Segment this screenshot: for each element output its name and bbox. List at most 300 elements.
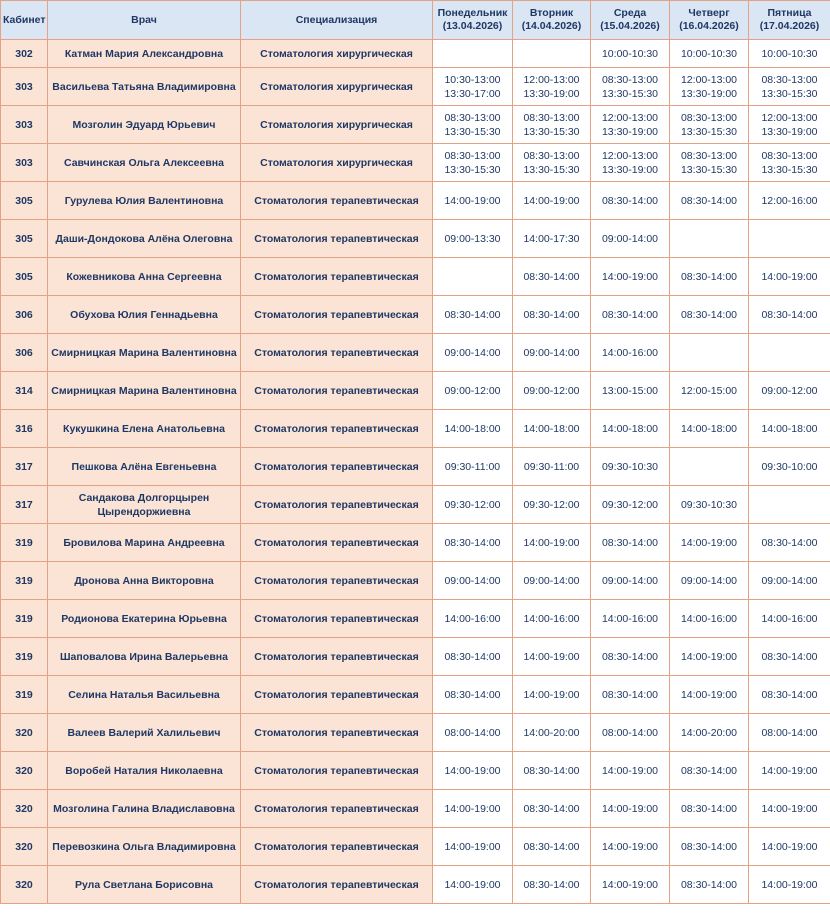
time-range: 13:30-19:00 (523, 87, 580, 100)
schedule-slot (433, 524, 513, 562)
schedule-slot (513, 752, 591, 790)
time-range: 10:30-13:00 (444, 73, 501, 86)
schedule-slot (591, 866, 670, 904)
time-range: 14:00-19:00 (444, 802, 501, 815)
time-range: 08:30-14:00 (523, 764, 580, 777)
schedule-slot (591, 448, 670, 486)
time-range: 10:00-10:30 (761, 47, 818, 60)
doctor-cell: Воробей Наталия Николаевна (48, 752, 241, 790)
cabinet-cell: 303 (1, 144, 48, 182)
time-range: 09:00-12:00 (523, 384, 580, 397)
schedule-slot (749, 524, 830, 562)
schedule-slot (591, 372, 670, 410)
schedule-slot (591, 676, 670, 714)
time-range: 14:00-20:00 (680, 726, 738, 739)
time-range: 12:00-13:00 (680, 73, 738, 86)
time-range: 09:30-12:00 (444, 498, 501, 511)
schedule-slot (749, 486, 830, 524)
specialization-cell: Стоматология терапевтическая (241, 866, 433, 904)
cabinet-cell: 319 (1, 638, 48, 676)
day-date: (15.04.2026) (600, 20, 660, 32)
schedule-slot (591, 220, 670, 258)
schedule-slot (591, 752, 670, 790)
time-range: 08:30-14:00 (601, 536, 659, 549)
schedule-slot (433, 106, 513, 144)
schedule-slot (749, 828, 830, 866)
time-range: 12:00-16:00 (761, 194, 818, 207)
schedule-slot (513, 296, 591, 334)
time-range: 13:30-15:30 (761, 163, 818, 176)
time-range: 14:00-19:00 (444, 194, 501, 207)
time-range: 09:00-14:00 (761, 574, 818, 587)
time-range: 14:00-18:00 (601, 422, 659, 435)
time-range: 13:30-15:30 (523, 163, 580, 176)
doctor-cell: Савчинская Ольга Алексеевна (48, 144, 241, 182)
day-date: (16.04.2026) (679, 20, 739, 32)
cabinet-cell: 320 (1, 828, 48, 866)
schedule-slot (513, 638, 591, 676)
schedule-slot (670, 790, 749, 828)
schedule-slot (749, 68, 830, 106)
schedule-slot (670, 752, 749, 790)
time-range: 10:00-10:30 (601, 47, 659, 60)
schedule-slot (670, 220, 749, 258)
header-day-tuesday (513, 1, 591, 40)
schedule-slot (670, 676, 749, 714)
time-range: 08:30-14:00 (680, 840, 738, 853)
schedule-slot (513, 106, 591, 144)
schedule-slot (670, 106, 749, 144)
time-range: 09:30-11:00 (523, 460, 580, 473)
schedule-slot (513, 600, 591, 638)
schedule-slot (670, 828, 749, 866)
time-range: 08:30-14:00 (444, 308, 501, 321)
header-day-friday (749, 1, 830, 40)
time-range: 08:30-14:00 (601, 194, 659, 207)
time-range: 14:00-16:00 (444, 612, 501, 625)
schedule-slot (670, 524, 749, 562)
time-range: 09:00-13:30 (444, 232, 501, 245)
doctor-cell: Обухова Юлия Геннадьевна (48, 296, 241, 334)
time-range: 14:00-18:00 (444, 422, 501, 435)
schedule-slot (433, 144, 513, 182)
doctor-cell: Смирницкая Марина Валентиновна (48, 334, 241, 372)
time-range: 14:00-19:00 (601, 878, 659, 891)
day-name: Среда (613, 7, 647, 19)
table-row (1, 600, 830, 638)
specialization-cell: Стоматология терапевтическая (241, 752, 433, 790)
time-range: 08:30-14:00 (680, 802, 738, 815)
cabinet-cell: 306 (1, 334, 48, 372)
time-range: 14:00-19:00 (444, 764, 501, 777)
time-range: 09:00-14:00 (601, 232, 659, 245)
schedule-slot (433, 714, 513, 752)
doctor-cell: Шаповалова Ирина Валерьевна (48, 638, 241, 676)
schedule-slot (433, 410, 513, 448)
schedule-slot (670, 68, 749, 106)
day-date: (17.04.2026) (759, 20, 820, 32)
time-range: 14:00-16:00 (680, 612, 738, 625)
specialization-cell: Стоматология терапевтическая (241, 676, 433, 714)
time-range: 14:00-19:00 (523, 650, 580, 663)
table-row (1, 866, 830, 904)
table-row (1, 562, 830, 600)
time-range: 09:30-10:30 (680, 498, 738, 511)
time-range: 08:30-14:00 (601, 650, 659, 663)
specialization-cell: Стоматология хирургическая (241, 40, 433, 68)
time-range: 12:00-15:00 (680, 384, 738, 397)
table-row (1, 752, 830, 790)
schedule-slot (433, 790, 513, 828)
schedule-slot (749, 448, 830, 486)
schedule-slot (591, 524, 670, 562)
schedule-slot (670, 410, 749, 448)
doctor-cell: Валеев Валерий Халильевич (48, 714, 241, 752)
schedule-slot (591, 144, 670, 182)
doctor-cell: Гурулева Юлия Валентиновна (48, 182, 241, 220)
time-range: 14:00-19:00 (680, 536, 738, 549)
schedule-slot (670, 182, 749, 220)
schedule-slot (433, 334, 513, 372)
schedule-slot (513, 68, 591, 106)
specialization-cell: Стоматология терапевтическая (241, 410, 433, 448)
cabinet-cell: 303 (1, 106, 48, 144)
time-range: 14:00-18:00 (523, 422, 580, 435)
time-range: 14:00-16:00 (523, 612, 580, 625)
schedule-slot (513, 182, 591, 220)
time-range: 14:00-19:00 (680, 650, 738, 663)
time-range: 09:00-14:00 (601, 574, 659, 587)
time-range: 08:30-14:00 (523, 802, 580, 815)
cabinet-cell: 314 (1, 372, 48, 410)
specialization-cell: Стоматология хирургическая (241, 106, 433, 144)
cabinet-cell: 305 (1, 220, 48, 258)
time-range: 14:00-19:00 (601, 764, 659, 777)
schedule-slot (433, 40, 513, 68)
table-row (1, 220, 830, 258)
table-row (1, 144, 830, 182)
time-range: 09:00-12:00 (444, 384, 501, 397)
cabinet-cell: 317 (1, 448, 48, 486)
time-range: 13:30-15:30 (444, 163, 501, 176)
doctor-cell: Бровилова Марина Андреевна (48, 524, 241, 562)
schedule-slot (591, 562, 670, 600)
schedule-slot (670, 486, 749, 524)
time-range: 12:00-13:00 (761, 111, 818, 124)
time-range: 09:30-10:00 (761, 460, 818, 473)
time-range: 13:30-19:00 (601, 163, 659, 176)
table-row (1, 40, 830, 68)
time-range: 14:00-19:00 (444, 840, 501, 853)
specialization-cell: Стоматология терапевтическая (241, 372, 433, 410)
time-range: 08:30-14:00 (444, 536, 501, 549)
specialization-cell: Стоматология терапевтическая (241, 828, 433, 866)
schedule-slot (433, 182, 513, 220)
schedule-slot (513, 334, 591, 372)
time-range: 13:30-15:30 (601, 87, 659, 100)
schedule-slot (749, 106, 830, 144)
schedule-slot (670, 296, 749, 334)
schedule-slot (591, 296, 670, 334)
schedule-slot (513, 258, 591, 296)
schedule-slot (749, 144, 830, 182)
schedule-slot (433, 600, 513, 638)
time-range: 13:30-17:00 (444, 87, 501, 100)
time-range: 08:30-14:00 (523, 840, 580, 853)
schedule-slot (749, 334, 830, 372)
time-range: 09:00-14:00 (680, 574, 738, 587)
doctor-cell: Кожевникова Анна Сергеевна (48, 258, 241, 296)
time-range: 13:30-19:00 (601, 125, 659, 138)
time-range: 09:00-14:00 (523, 574, 580, 587)
time-range: 08:30-14:00 (680, 308, 738, 321)
schedule-slot (433, 220, 513, 258)
time-range: 14:00-19:00 (523, 194, 580, 207)
cabinet-cell: 316 (1, 410, 48, 448)
time-range: 08:30-13:00 (444, 149, 501, 162)
time-range: 08:30-14:00 (680, 764, 738, 777)
time-range: 08:30-14:00 (761, 308, 818, 321)
schedule-slot (433, 372, 513, 410)
time-range: 08:00-14:00 (761, 726, 818, 739)
schedule-slot (513, 372, 591, 410)
schedule-slot (433, 296, 513, 334)
schedule-slot (513, 448, 591, 486)
doctor-cell: Сандакова Долгорцырен Цырендоржиевна (48, 486, 241, 524)
cabinet-cell: 320 (1, 866, 48, 904)
schedule-slot (670, 600, 749, 638)
day-name: Понедельник (437, 7, 508, 19)
table-row (1, 790, 830, 828)
schedule-slot (513, 714, 591, 752)
doctor-cell: Рула Светлана Борисовна (48, 866, 241, 904)
table-row (1, 258, 830, 296)
time-range: 14:00-16:00 (601, 612, 659, 625)
table-row (1, 828, 830, 866)
time-range: 13:00-15:00 (601, 384, 659, 397)
time-range: 08:00-14:00 (601, 726, 659, 739)
doctor-cell: Катман Мария Александровна (48, 40, 241, 68)
schedule-slot (433, 486, 513, 524)
time-range: 09:30-11:00 (444, 460, 501, 473)
time-range: 08:30-14:00 (680, 194, 738, 207)
cabinet-cell: 319 (1, 562, 48, 600)
time-range: 13:30-15:30 (523, 125, 580, 138)
schedule-slot (513, 866, 591, 904)
schedule-body (1, 40, 830, 904)
time-range: 14:00-19:00 (444, 878, 501, 891)
cabinet-cell: 320 (1, 752, 48, 790)
schedule-slot (749, 258, 830, 296)
schedule-slot (513, 676, 591, 714)
cabinet-cell: 320 (1, 714, 48, 752)
doctor-cell: Мозголин Эдуард Юрьевич (48, 106, 241, 144)
table-row (1, 676, 830, 714)
schedule-slot (749, 182, 830, 220)
schedule-slot (433, 866, 513, 904)
time-range: 14:00-16:00 (761, 612, 818, 625)
time-range: 09:00-14:00 (444, 346, 501, 359)
schedule-slot (670, 714, 749, 752)
schedule-slot (749, 410, 830, 448)
schedule-slot (591, 334, 670, 372)
schedule-slot (670, 562, 749, 600)
day-date: (14.04.2026) (521, 20, 582, 32)
table-row (1, 524, 830, 562)
schedule-slot (433, 638, 513, 676)
schedule-slot (749, 296, 830, 334)
schedule-slot (433, 448, 513, 486)
schedule-slot (591, 258, 670, 296)
day-name: Пятница (767, 7, 812, 19)
header-day-thursday (670, 1, 749, 40)
schedule-slot (749, 638, 830, 676)
time-range: 09:00-12:00 (761, 384, 818, 397)
table-row (1, 106, 830, 144)
doctor-cell: Дронова Анна Викторовна (48, 562, 241, 600)
time-range: 08:30-14:00 (523, 308, 580, 321)
schedule-slot (591, 790, 670, 828)
time-range: 12:00-13:00 (601, 149, 659, 162)
schedule-slot (433, 562, 513, 600)
schedule-slot (591, 106, 670, 144)
schedule-slot (670, 866, 749, 904)
schedule-slot (670, 258, 749, 296)
specialization-cell: Стоматология терапевтическая (241, 638, 433, 676)
table-row (1, 448, 830, 486)
doctor-cell: Даши-Дондокова Алёна Олеговна (48, 220, 241, 258)
schedule-slot (433, 258, 513, 296)
time-range: 08:30-13:00 (680, 111, 738, 124)
time-range: 13:30-15:30 (680, 163, 738, 176)
day-date: (13.04.2026) (442, 20, 503, 32)
cabinet-cell: 305 (1, 182, 48, 220)
schedule-slot (513, 220, 591, 258)
time-range: 09:30-12:00 (523, 498, 580, 511)
time-range: 14:00-19:00 (680, 688, 738, 701)
schedule-slot (670, 448, 749, 486)
specialization-cell: Стоматология хирургическая (241, 68, 433, 106)
time-range: 13:30-15:30 (680, 125, 738, 138)
schedule-slot (749, 752, 830, 790)
header-day-wednesday (591, 1, 670, 40)
time-range: 08:30-14:00 (761, 536, 818, 549)
schedule-slot (591, 600, 670, 638)
time-range: 08:00-14:00 (444, 726, 501, 739)
time-range: 08:30-14:00 (761, 688, 818, 701)
schedule-slot (433, 828, 513, 866)
schedule-slot (513, 562, 591, 600)
schedule-slot (513, 524, 591, 562)
time-range: 08:30-13:00 (523, 149, 580, 162)
schedule-slot (749, 600, 830, 638)
time-range: 12:00-13:00 (523, 73, 580, 86)
schedule-slot (513, 144, 591, 182)
header-cabinet: Кабинет (1, 1, 48, 40)
time-range: 08:30-14:00 (761, 650, 818, 663)
schedule-slot (749, 790, 830, 828)
header-doctor: Врач (48, 1, 241, 40)
table-row (1, 714, 830, 752)
time-range: 09:30-12:00 (601, 498, 659, 511)
time-range: 13:30-19:00 (680, 87, 738, 100)
specialization-cell: Стоматология терапевтическая (241, 600, 433, 638)
time-range: 14:00-19:00 (761, 270, 818, 283)
specialization-cell: Стоматология терапевтическая (241, 562, 433, 600)
schedule-slot (513, 790, 591, 828)
header-row (1, 1, 830, 40)
cabinet-cell: 319 (1, 600, 48, 638)
schedule-slot (749, 714, 830, 752)
schedule-slot (433, 68, 513, 106)
time-range: 13:30-19:00 (761, 125, 818, 138)
schedule-slot (591, 638, 670, 676)
doctor-cell: Мозголина Галина Владиславовна (48, 790, 241, 828)
schedule-slot (670, 638, 749, 676)
time-range: 14:00-20:00 (523, 726, 580, 739)
schedule-slot (749, 220, 830, 258)
time-range: 08:30-14:00 (523, 878, 580, 891)
time-range: 08:30-14:00 (444, 688, 501, 701)
doctor-cell: Селина Наталья Васильевна (48, 676, 241, 714)
time-range: 08:30-13:00 (761, 149, 818, 162)
cabinet-cell: 303 (1, 68, 48, 106)
time-range: 08:30-13:00 (601, 73, 659, 86)
schedule-slot (749, 866, 830, 904)
schedule-slot (591, 714, 670, 752)
specialization-cell: Стоматология терапевтическая (241, 714, 433, 752)
header-specialization: Специализация (241, 1, 433, 40)
table-row (1, 372, 830, 410)
schedule-slot (749, 676, 830, 714)
time-range: 14:00-19:00 (601, 840, 659, 853)
schedule-slot (749, 40, 830, 68)
schedule-slot (591, 410, 670, 448)
schedule-slot (513, 486, 591, 524)
schedule-slot (513, 40, 591, 68)
doctor-cell: Кукушкина Елена Анатольевна (48, 410, 241, 448)
time-range: 08:30-14:00 (523, 270, 580, 283)
specialization-cell: Стоматология терапевтическая (241, 486, 433, 524)
doctor-cell: Родионова Екатерина Юрьевна (48, 600, 241, 638)
table-row (1, 68, 830, 106)
time-range: 14:00-19:00 (761, 802, 818, 815)
schedule-slot (670, 144, 749, 182)
time-range: 14:00-19:00 (761, 878, 818, 891)
time-range: 14:00-19:00 (523, 536, 580, 549)
schedule-slot (749, 562, 830, 600)
time-range: 09:00-14:00 (523, 346, 580, 359)
time-range: 08:30-14:00 (680, 878, 738, 891)
specialization-cell: Стоматология терапевтическая (241, 524, 433, 562)
time-range: 08:30-13:00 (761, 73, 818, 86)
doctor-cell: Васильева Татьяна Владимировна (48, 68, 241, 106)
cabinet-cell: 320 (1, 790, 48, 828)
time-range: 13:30-15:30 (444, 125, 501, 138)
time-range: 14:00-19:00 (761, 840, 818, 853)
time-range: 14:00-19:00 (761, 764, 818, 777)
cabinet-cell: 302 (1, 40, 48, 68)
doctor-cell: Пешкова Алёна Евгеньевна (48, 448, 241, 486)
time-range: 14:00-19:00 (601, 270, 659, 283)
day-name: Четверг (688, 7, 730, 19)
table-row (1, 486, 830, 524)
time-range: 10:00-10:30 (680, 47, 738, 60)
schedule-slot (513, 410, 591, 448)
time-range: 08:30-14:00 (601, 308, 659, 321)
schedule-slot (670, 334, 749, 372)
schedule-slot (433, 752, 513, 790)
